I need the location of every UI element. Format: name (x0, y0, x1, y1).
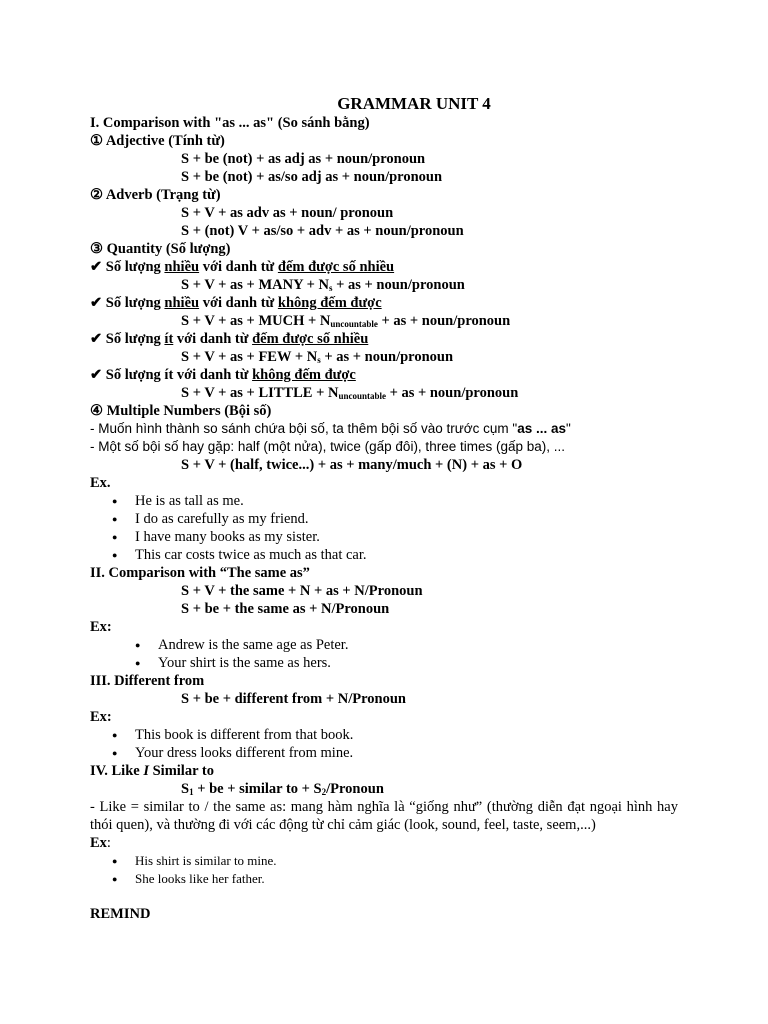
quantity-rule-2: ✔ Số lượng nhiều với danh từ không đếm được (90, 295, 382, 311)
section-2-heading: II. Comparison with “The same as” (90, 565, 310, 581)
quantity-formula-3: S + V + as + FEW + $N_s$ + as + noun/pronoun (181, 349, 454, 365)
section-2-example-list (90, 636, 678, 672)
section-2-example-label: Ex: (90, 619, 112, 635)
quantity-formula-4: S + V + as + LITTLE + $N_{uncountable}$ + as + noun/pronoun (181, 385, 519, 401)
section-3-heading: III. Different from (90, 673, 205, 689)
similar-to-formula: $S_1$ + be + similar to + $S_2$/Pronoun (181, 781, 384, 797)
section-1-example-list (90, 492, 678, 564)
adjective-formula-1: S + be (not) + as adj as + noun/pronoun (181, 151, 426, 167)
quantity-rule-3: ✔ Số lượng ít với danh từ đếm được số nhiều (90, 331, 369, 347)
quantity-formula-1: S + V + as + MANY + $N_s$ + as + noun/pronoun (181, 277, 465, 293)
section-3-example-list (90, 726, 678, 762)
like-similar-note: - Like = similar to / the same as: mang hàm nghĩa là “giống như” (thường diễn đạt ngoại hình hay thói quen), và thường đi với các động từ chỉ cảm giác (look, sound, feel, taste, seem,...) (90, 799, 678, 833)
list-item: ● This car costs twice as much as that car. (90, 546, 678, 564)
list-item: ● Your shirt is the same as hers. (90, 654, 678, 672)
list-item: ● Your dress looks different from mine. (90, 744, 678, 762)
same-as-formula-1: S + V + the same + N + as + N/Pronoun (181, 583, 423, 599)
section-4-example-label: Ex: (90, 835, 111, 851)
different-from-formula: S + be + different from + N/Pronoun (181, 691, 406, 707)
adjective-heading: ① Adjective (Tính từ) (90, 133, 225, 149)
section-4-heading: IV. Like I Similar to (90, 763, 214, 779)
list-item: ● He is as tall as me. (90, 492, 678, 510)
section-4-example-list (90, 852, 678, 888)
quantity-rule-1: ✔ Số lượng nhiều với danh từ đếm được số nhiều (90, 259, 395, 275)
list-item: ● His shirt is similar to mine. (90, 852, 678, 870)
section-1-heading: I. Comparison with "as ... as" (So sánh bằng) (90, 115, 370, 131)
multiple-numbers-note-1: - Muốn hình thành so sánh chứa bội số, ta thêm bội số vào trước cụm "as ... as" (90, 421, 571, 436)
multiple-numbers-note-2: - Một số bội số hay gặp: half (một nửa), twice (gấp đôi), three times (gấp ba), ... (90, 439, 565, 454)
list-item: ● This book is different from that book. (90, 726, 678, 744)
quantity-rule-4: ✔ Số lượng ít với danh từ không đếm được (90, 367, 356, 383)
quantity-formula-2: S + V + as + MUCH + $N_{uncountable}$ + as + noun/pronoun (181, 313, 511, 329)
list-item: ● I have many books as my sister. (90, 528, 678, 546)
same-as-formula-2: S + be + the same as + N/Pronoun (181, 601, 390, 617)
spacer (90, 888, 678, 905)
document-page (90, 94, 678, 923)
list-item: ● I do as carefully as my friend. (90, 510, 678, 528)
quantity-heading: ③ Quantity (Số lượng) (90, 241, 231, 257)
multiple-numbers-formula: S + V + (half, twice...) + as + many/much + (N) + as + O (181, 457, 523, 473)
section-1-example-label: Ex. (90, 475, 111, 491)
adjective-formula-2: S + be (not) + as/so adj as + noun/pronoun (181, 169, 443, 185)
page-title: GRAMMAR UNIT 4 (337, 94, 491, 113)
adverb-formula-2: S + (not) V + as/so + adv + as + noun/pronoun (181, 223, 464, 239)
adverb-formula-1: S + V + as adv as + noun/ pronoun (181, 205, 394, 221)
remind-heading: REMIND (90, 906, 151, 922)
multiple-numbers-heading: ④ Multiple Numbers (Bội số) (90, 403, 272, 419)
list-item: ● She looks like her father. (90, 870, 678, 888)
adverb-heading: ② Adverb (Trạng từ) (90, 187, 221, 203)
list-item: ● Andrew is the same age as Peter. (90, 636, 678, 654)
section-3-example-label: Ex: (90, 709, 112, 725)
